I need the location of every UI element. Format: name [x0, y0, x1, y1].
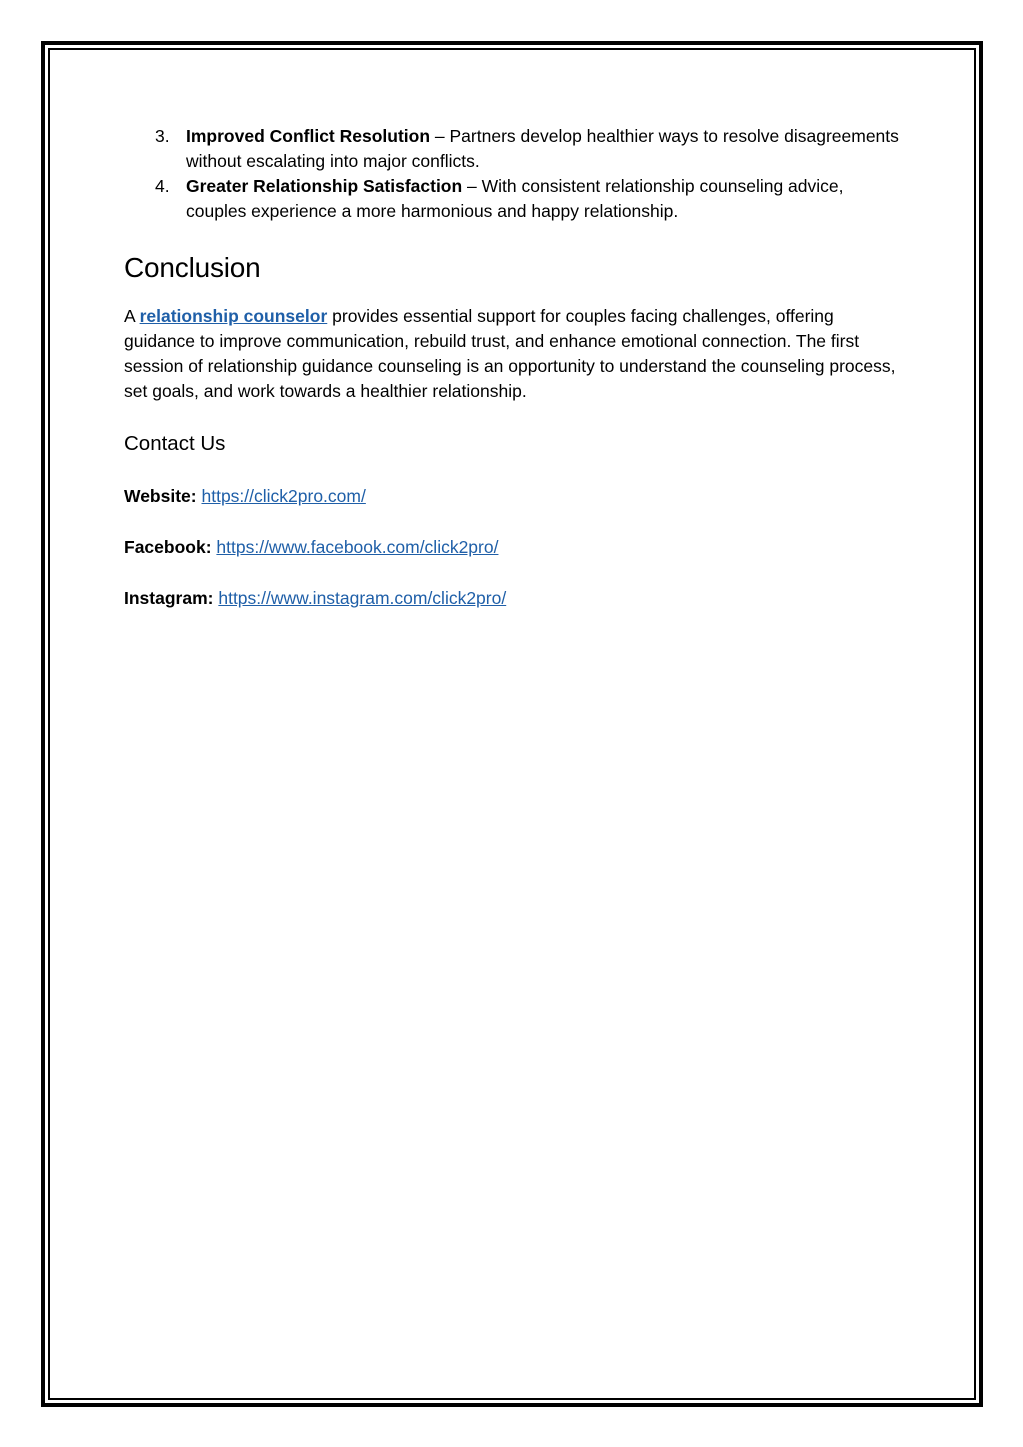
list-item-title: Improved Conflict Resolution [186, 126, 431, 146]
instagram-label: Instagram: [124, 588, 214, 608]
list-item [124, 124, 904, 174]
list-item [124, 174, 904, 224]
conclusion-body: provides essential support for couples facing challenges, offering guidance to improve communication, rebuild trust, and enhance emotional connection. The first session of relationship guidance counseling is an opportunity to understand the counseling process, set goals, and work towards a healthier relationship. [124, 306, 896, 401]
facebook-row [124, 535, 904, 560]
conclusion-heading: Conclusion [124, 252, 261, 283]
website-row [124, 484, 904, 509]
website-label: Website: [124, 486, 197, 506]
list-item-number: 4. [155, 176, 170, 196]
list-item-title: Greater Relationship Satisfaction [186, 176, 463, 196]
contact-heading: Contact Us [124, 432, 226, 455]
facebook-label: Facebook: [124, 537, 212, 557]
list-item-text: – With consistent relationship counseling advice, couples experience a more harmonious and happy relationship. [186, 176, 844, 221]
list-item-text: – Partners develop healthier ways to resolve disagreements without escalating into major conflicts. [186, 126, 899, 171]
website-link[interactable]: https://click2pro.com/ [201, 486, 366, 506]
instagram-link[interactable]: https://www.instagram.com/click2pro/ [218, 588, 507, 608]
benefits-list [124, 124, 904, 224]
list-item-number: 3. [155, 126, 170, 146]
conclusion-prefix: A [124, 306, 140, 326]
relationship-counselor-link[interactable]: relationship counselor [139, 306, 328, 326]
instagram-row [124, 586, 904, 611]
facebook-link[interactable]: https://www.facebook.com/click2pro/ [216, 537, 499, 557]
conclusion-paragraph [124, 304, 904, 404]
document-content [124, 124, 904, 611]
